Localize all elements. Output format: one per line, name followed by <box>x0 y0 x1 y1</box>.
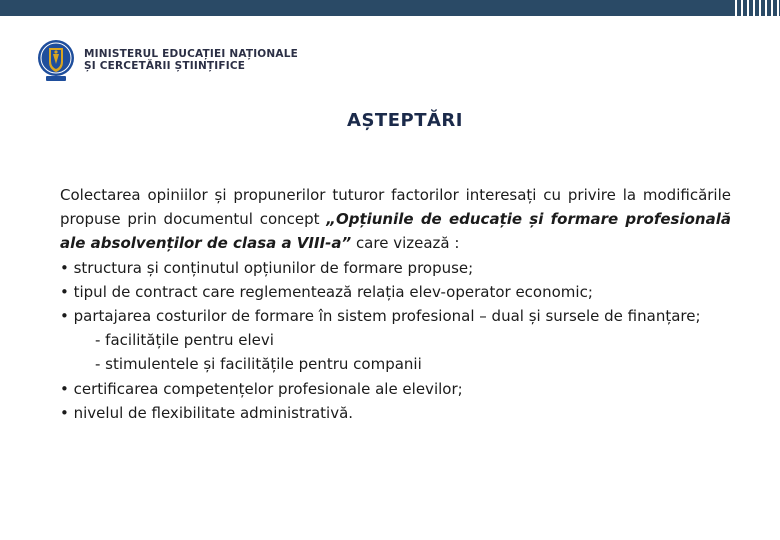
top-decorative-strip <box>0 0 780 20</box>
ministry-header <box>36 36 298 84</box>
strip-bar <box>0 0 735 16</box>
sub-list-item: - stimulentele și facilitățile pentru companii <box>95 355 422 374</box>
ministry-name <box>84 48 298 72</box>
list-item: • certificarea competențelor profesionale ale elevilor; <box>60 379 463 398</box>
intro-text-before: Colectarea opiniilor și propunerilor tuturor factorilor interesați cu privire la modificările propuse prin documentul concept <box>60 186 731 229</box>
sub-list-item: - facilitățile pentru elevi <box>95 331 274 350</box>
intro-text-after: care vizează : <box>351 234 460 253</box>
list-item: • structura și conținutul opțiunilor de formare propuse; <box>60 258 474 277</box>
list-item: • partajarea costurilor de formare în sistem profesional – dual și sursele de finanțare; <box>60 307 701 326</box>
ministry-name-line1: MINISTERUL EDUCAȚIEI NAȚIONALE <box>84 48 299 60</box>
list-item: • tipul de contract care reglementează relația elev-operator economic; <box>60 282 593 301</box>
intro-paragraph <box>60 183 731 256</box>
page-title: AȘTEPTĂRI <box>347 110 463 131</box>
strip-segments <box>735 0 780 16</box>
expectations-list <box>60 256 731 425</box>
list-item: • nivelul de flexibilitate administrativă. <box>60 403 354 422</box>
intro-emphasis: „Opțiunile de educație și formare profesională ale absolvenților de clasa a VIII-a” <box>60 210 731 253</box>
content-body <box>60 183 731 425</box>
ministry-name-line2: ȘI CERCETĂRII ȘTIINȚIFICE <box>84 60 246 72</box>
coat-of-arms-logo <box>36 36 76 84</box>
